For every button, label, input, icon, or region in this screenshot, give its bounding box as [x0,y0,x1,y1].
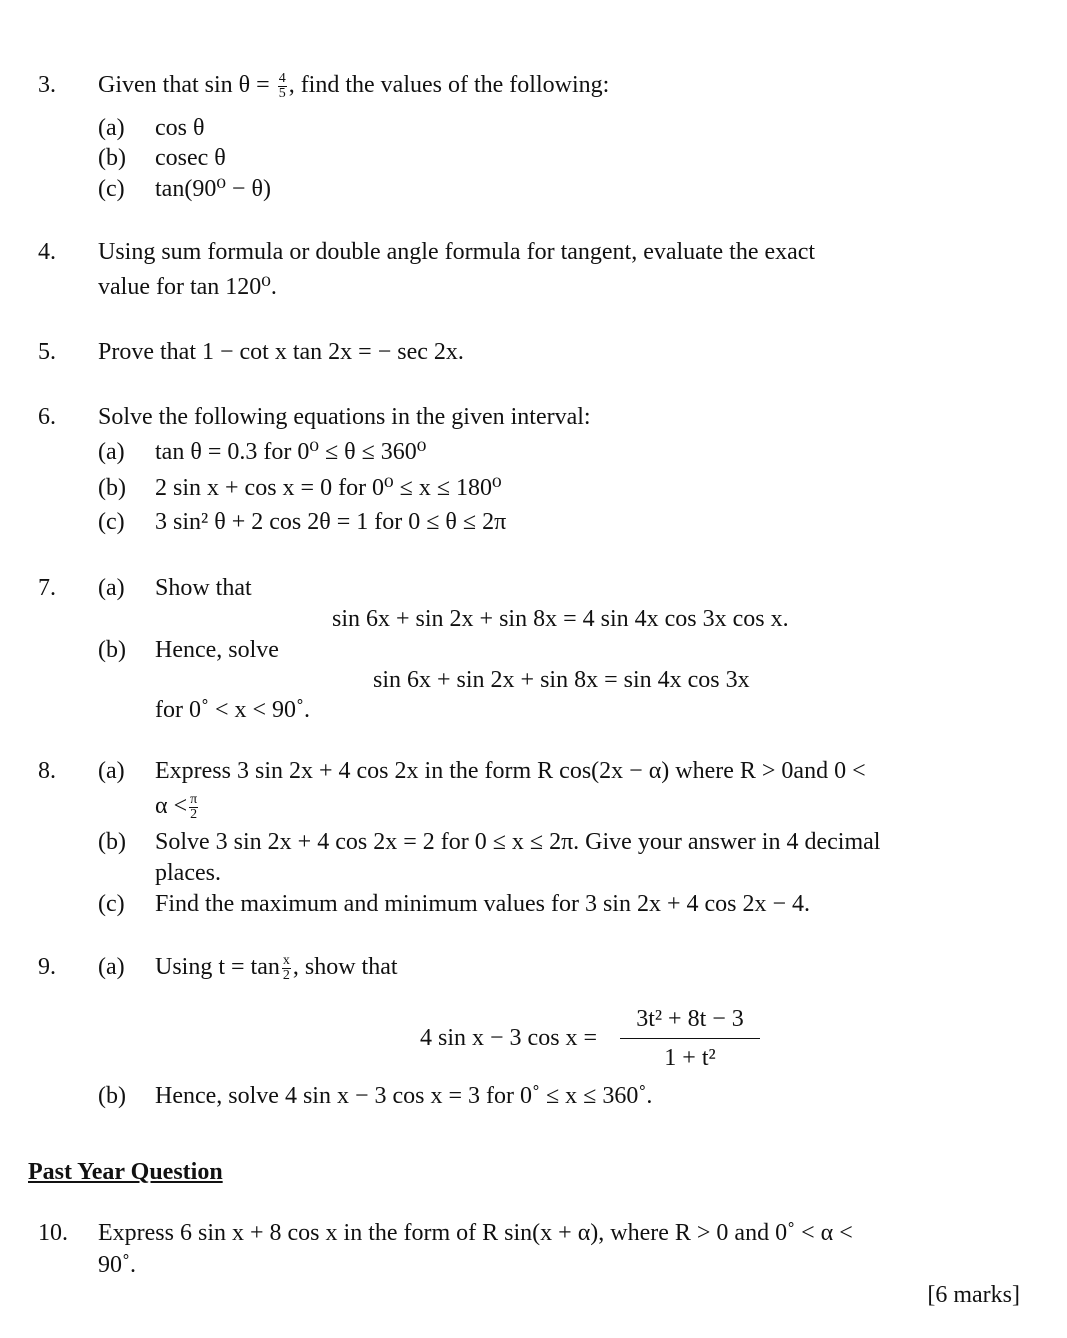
part-label: (c) [98,891,125,917]
question-number: 5. [38,339,56,365]
part-label: (a) [98,115,125,141]
part-text: tan θ = 0.3 for 0⁰ ≤ θ ≤ 360⁰ [155,439,427,465]
equation: sin 6x + sin 2x + sin 8x = sin 4x cos 3x [373,667,750,693]
part-label: (b) [98,145,126,171]
question-number: 7. [38,575,56,601]
part-text: cosec θ [155,145,226,171]
part-label: (a) [98,439,125,465]
part-label: (a) [98,758,125,784]
question-3-text [98,70,609,101]
part-text: tan(90⁰ − θ) [155,176,271,202]
part-text: Express 3 sin 2x + 4 cos 2x in the form R cos(2x − α) where R > 0and 0 < [155,758,866,784]
text: Using t = tan [155,954,280,980]
part-label: (b) [98,829,126,855]
part-text: cos θ [155,115,205,141]
question-text: value for tan 120⁰. [98,274,277,300]
marks: [6 marks] [927,1282,1020,1308]
question-number: 9. [38,954,56,980]
part-text: Find the maximum and minimum values for 3 sin 2x + 4 cos 2x − 4. [155,891,811,917]
fraction [189,793,198,822]
question-number: 4. [38,239,56,265]
part-text: 3 sin² θ + 2 cos 2θ = 1 for 0 ≤ θ ≤ 2π [155,509,507,535]
fraction [278,72,287,101]
q3-post: , find the values of the following: [288,72,610,98]
part-label: (b) [98,475,126,501]
denominator: 2 [282,967,290,983]
q3-pre: Given that sin θ = [98,72,270,98]
part-text: Hence, solve 4 sin x − 3 cos x = 3 for 0˚ ≤ x ≤ 360˚. [155,1083,653,1109]
alpha-text: α < [155,793,188,819]
part-text: Hence, solve [155,637,279,663]
denominator: 5 [278,85,286,101]
question-text: Prove that 1 − cot x tan 2x = − sec 2x. [98,339,464,365]
numerator: x [282,952,290,968]
part-label: (b) [98,1083,126,1109]
part-text: Solve 3 sin 2x + 4 cos 2x = 2 for 0 ≤ x ≤ 2π. Give your answer in 4 decimal [155,829,881,855]
question-text: Solve the following equations in the given interval: [98,404,591,430]
equation-lhs: 4 sin x − 3 cos x = [420,1025,598,1051]
question-text: Using sum formula or double angle formula for tangent, evaluate the exact [98,239,816,265]
part-text: Show that [155,575,252,601]
part-label: (a) [98,575,125,601]
part-label: (b) [98,637,126,663]
denominator: 2 [190,806,198,822]
numerator: 4 [278,70,286,86]
part-text: 2 sin x + cos x = 0 for 0⁰ ≤ x ≤ 180⁰ [155,475,502,501]
question-text: 90˚. [98,1252,136,1278]
part-label: (c) [98,509,125,535]
text: , show that [292,954,398,980]
part-text [155,952,398,983]
fraction [282,954,291,983]
section-title: Past Year Question [28,1159,223,1185]
part-label: (a) [98,954,125,980]
part-text [155,791,200,822]
question-number: 3. [38,72,56,98]
equation-fraction [620,1004,760,1073]
question-number: 6. [38,404,56,430]
denominator: 1 + t² [664,1045,716,1071]
part-label: (c) [98,176,125,202]
question-text: Express 6 sin x + 8 cos x in the form of R sin(x + α), where R > 0 and 0˚ < α < [98,1220,853,1246]
question-number: 10. [38,1220,68,1246]
numerator: 3t² + 8t − 3 [620,1004,760,1039]
question-number: 8. [38,758,56,784]
part-text: places. [155,860,221,886]
equation: sin 6x + sin 2x + sin 8x = 4 sin 4x cos 3x cos x. [332,606,789,632]
numerator: π [190,791,198,807]
part-text: for 0˚ < x < 90˚. [155,697,311,723]
